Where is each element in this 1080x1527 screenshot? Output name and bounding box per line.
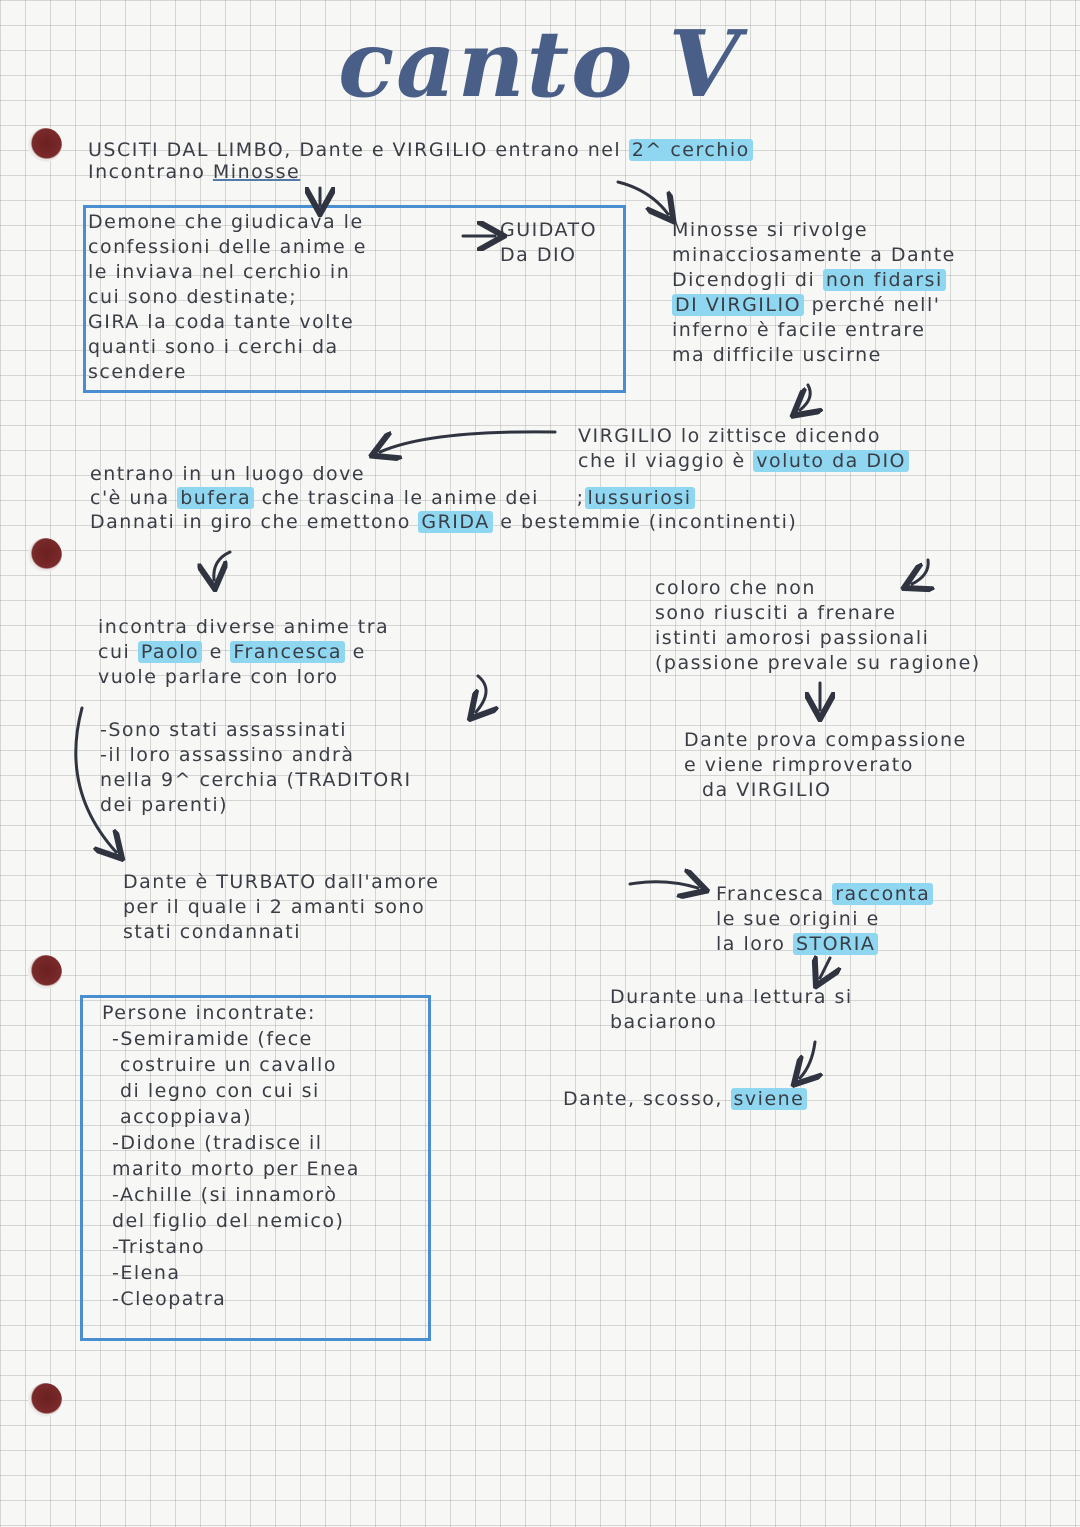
arrow-bufera-down-left: [214, 552, 230, 580]
arrow-lussuriosi-down: [912, 560, 928, 584]
coloro-paragraph: coloro che non sono riusciti a frenare istinti amorosi passionali (passione prevale su ragione): [655, 577, 981, 674]
arrow-turbato-right: [630, 882, 698, 888]
virgilio-note: VIRGILIO lo zittisce dicendo che il viaggio è voluto da DIO: [578, 424, 909, 474]
francesca-paragraph: Francesca racconta le sue origini e la loro STORIA: [716, 882, 933, 957]
bufera-paragraph: entrano in un luogo dove c'è una bufera che trascina le anime dei ; lussuriosi Dannati in giro che emettono GRIDA e bestemmie (incontinenti): [90, 463, 798, 533]
page-title: canto V: [338, 10, 742, 118]
arrow-virgilio-left: [380, 432, 555, 452]
minosse-underlined: Minosse: [212, 161, 301, 183]
arrow-lettura-down: [800, 1042, 815, 1078]
minosse-description: Demone che giudicava le confessioni delle anime e le inviava nel cerchio in cui sono destinate; GIRA la coda tante volte quanti sono i cerchi da scendere: [88, 211, 367, 383]
lettura-paragraph: Durante una lettura si baciarono: [610, 986, 853, 1033]
arrow-intro-to-warning: [618, 182, 668, 214]
arrow-francesca-down: [820, 958, 830, 978]
arrow-incontra-curve: [476, 676, 486, 712]
turbato-paragraph: Dante è TURBATO dall'amore per il quale i 2 amanti sono stati condannati: [123, 871, 440, 943]
highlight-second-circle: 2^ cerchio: [629, 139, 753, 161]
incontra-paragraph: incontra diverse anime tra cui Paolo e Francesca e vuole parlare con loro: [98, 616, 390, 688]
persone-incontrate-list: Persone incontrate: -Semiramide (fece costruire un cavallo di legno con cui si accoppiava) -Didone (tradisce il marito morto per Enea -Achille (si innamorò del figlio del nemico) -Tristano -Elena -Cleopatra: [102, 1002, 360, 1310]
assassinati-list: -Sono stati assassinati -il loro assassino andrà nella 9^ cerchia (TRADITORI dei parenti): [100, 719, 412, 816]
intro-line-1: USCITI DAL LIMBO, Dante e VIRGILIO entrano nel 2^ cerchio: [88, 138, 753, 163]
compassione-paragraph: Dante prova compassione e viene rimproverato da VIRGILIO: [684, 729, 967, 801]
sviene-line: Dante, scosso, sviene: [563, 1087, 807, 1112]
minosse-warning: Minosse si rivolge minacciosamente a Dante Dicendogli di non fidarsi DI VIRGILIO perché nell' inferno è facile entrare ma difficile uscirne: [672, 219, 956, 366]
arrow-long-curve: [76, 708, 116, 852]
guidato-note: GUIDATO Da DIO: [500, 219, 598, 266]
lussuriosi-highlight: lussuriosi: [585, 487, 695, 509]
intro-line-2: Incontrano Minosse: [88, 161, 301, 183]
arrow-warning-down: [800, 385, 810, 410]
